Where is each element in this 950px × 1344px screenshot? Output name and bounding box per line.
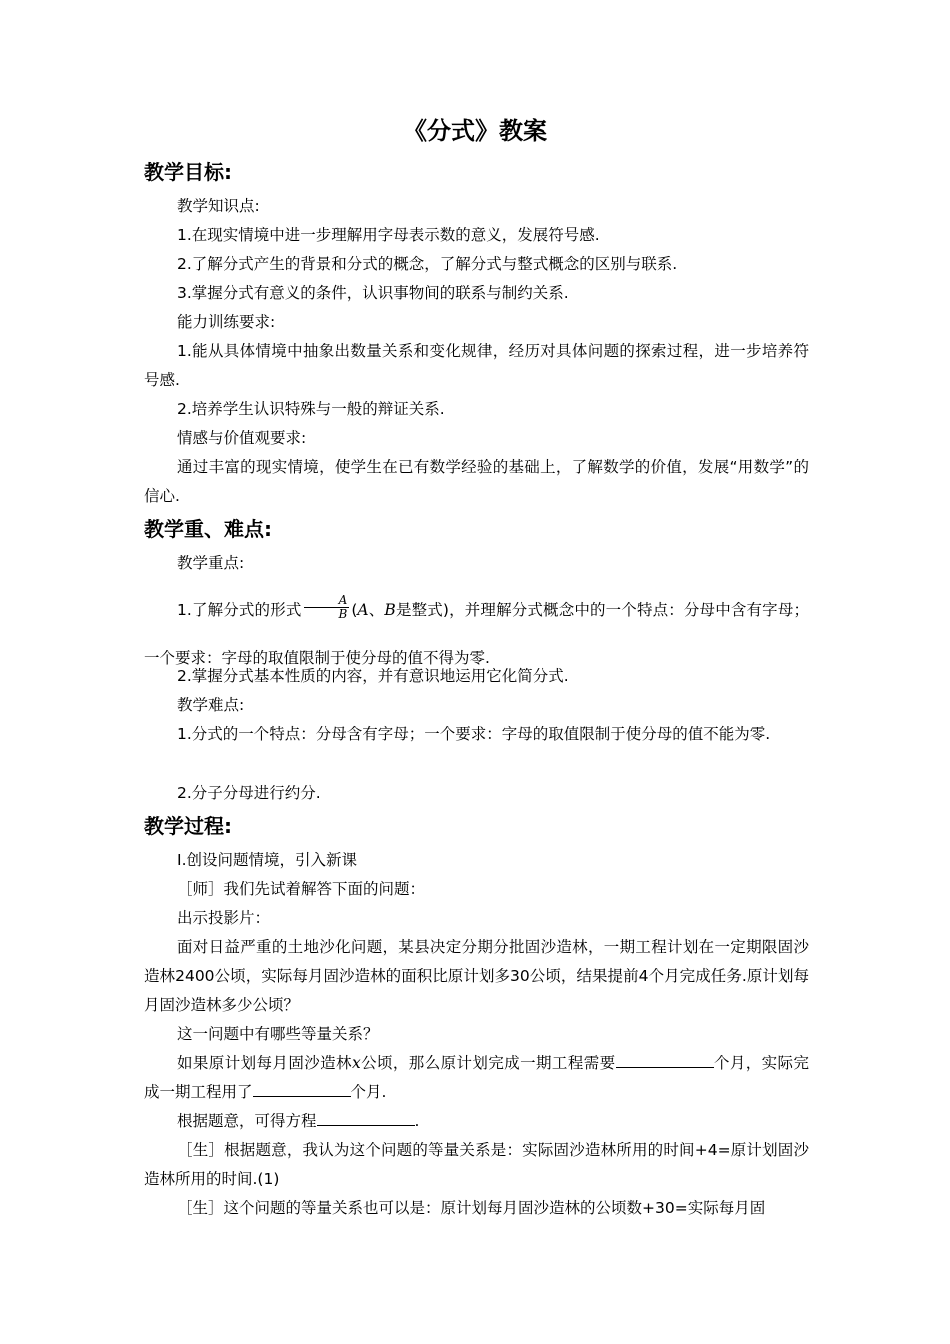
question-text: 这一问题中有哪些等量关系？ (177, 1025, 379, 1043)
separator: 、 (368, 601, 385, 619)
fill-in-part-a: 如果原计划每月固沙造林 (177, 1054, 352, 1072)
knowledge-label: 教学知识点: (177, 197, 260, 215)
ability-label: 能力训练要求: (177, 313, 276, 331)
heading-teaching-goals: 教学目标: (144, 160, 232, 184)
fraction-denominator: B (338, 607, 348, 621)
key-point-1-suffix: 是整式)，并理解分式概念中的一个特点：分母中含有字母；一个要求：字母的取值限制于使分母的值不得为零. (144, 601, 809, 667)
process-step-1: Ⅰ.创设问题情境，引入新课 (177, 851, 357, 869)
fill-in-part-d: 个月. (350, 1083, 387, 1101)
knowledge-item-1: 1.在现实情境中进一步理解用字母表示数的意义，发展符号感. (177, 226, 600, 244)
fill-in-part-b: 公顷，那么原计划完成一期工程需要 (360, 1054, 616, 1072)
key-point-2: 2.掌握分式基本性质的内容，并有意识地运用它化简分式. (177, 667, 569, 685)
var-a: A (357, 601, 369, 619)
difficult-point-2: 2.分子分母进行约分. (177, 784, 321, 802)
heading-key-difficult: 教学重、难点: (144, 517, 272, 541)
var-x: x (351, 1054, 361, 1072)
ability-item-2: 2.培养学生认识特殊与一般的辩证关系. (177, 400, 445, 418)
emotion-item-1: 通过丰富的现实情境，使学生在已有数学经验的基础上，了解数学的价值，发展“用数学”的信心. (144, 458, 809, 505)
key-point-1-prefix: 1.了解分式的形式 (177, 601, 302, 619)
answer-blank-2[interactable] (253, 1080, 351, 1097)
answer-blank-1[interactable] (616, 1051, 714, 1068)
heading-teaching-process: 教学过程: (144, 814, 232, 838)
knowledge-item-3: 3.掌握分式有意义的条件，认识事物间的联系与制约关系. (177, 284, 569, 302)
projection-label: 出示投影片： (177, 909, 271, 927)
fraction-numerator: A (304, 594, 350, 608)
student-answer-2: ［生］这个问题的等量关系也可以是：原计划每月固沙造林的公顷数+30=实际每月固 (177, 1199, 766, 1217)
key-points-label: 教学重点: (177, 554, 245, 572)
equation-prefix: 根据题意，可得方程 (177, 1112, 317, 1130)
knowledge-item-2: 2.了解分式产生的背景和分式的概念，了解分式与整式概念的区别与联系. (177, 255, 678, 273)
fill-in-sentence (144, 1049, 809, 1107)
answer-blank-3[interactable] (317, 1109, 415, 1126)
paren-open: ( (351, 601, 358, 619)
student-answer-1: ［生］根据题意，我认为这个问题的等量关系是：实际固沙造林所用的时间+4=原计划固沙造林所用的时间.(1) (144, 1141, 809, 1188)
equation-suffix: . (414, 1112, 420, 1130)
var-b: B (384, 601, 396, 619)
emotion-label: 情感与价值观要求: (177, 429, 307, 447)
document-title: 《分式》教案 (403, 117, 547, 145)
teacher-line: ［师］我们先试着解答下面的问题： (177, 880, 426, 898)
fill-in-part-c: 个月，实际完成一期工程用了 (144, 1054, 809, 1101)
difficult-points-label: 教学难点: (177, 696, 245, 714)
fraction-a-over-b (304, 594, 350, 621)
difficult-point-1: 1.分式的一个特点：分母含有字母；一个要求：字母的取值限制于使分母的值不能为零. (177, 725, 771, 743)
equation-sentence (144, 1107, 809, 1136)
problem-text: 面对日益严重的土地沙化问题，某县决定分期分批固沙造林，一期工程计划在一定期限固沙造林2400公顷，实际每月固沙造林的面积比原计划多30公顷，结果提前4个月完成任务.原计划每月固沙造林多少公顷？ (144, 938, 809, 1014)
ability-item-1: 1.能从具体情境中抽象出数量关系和变化规律，经历对具体问题的探索过程，进一步培养符号感. (144, 342, 809, 389)
